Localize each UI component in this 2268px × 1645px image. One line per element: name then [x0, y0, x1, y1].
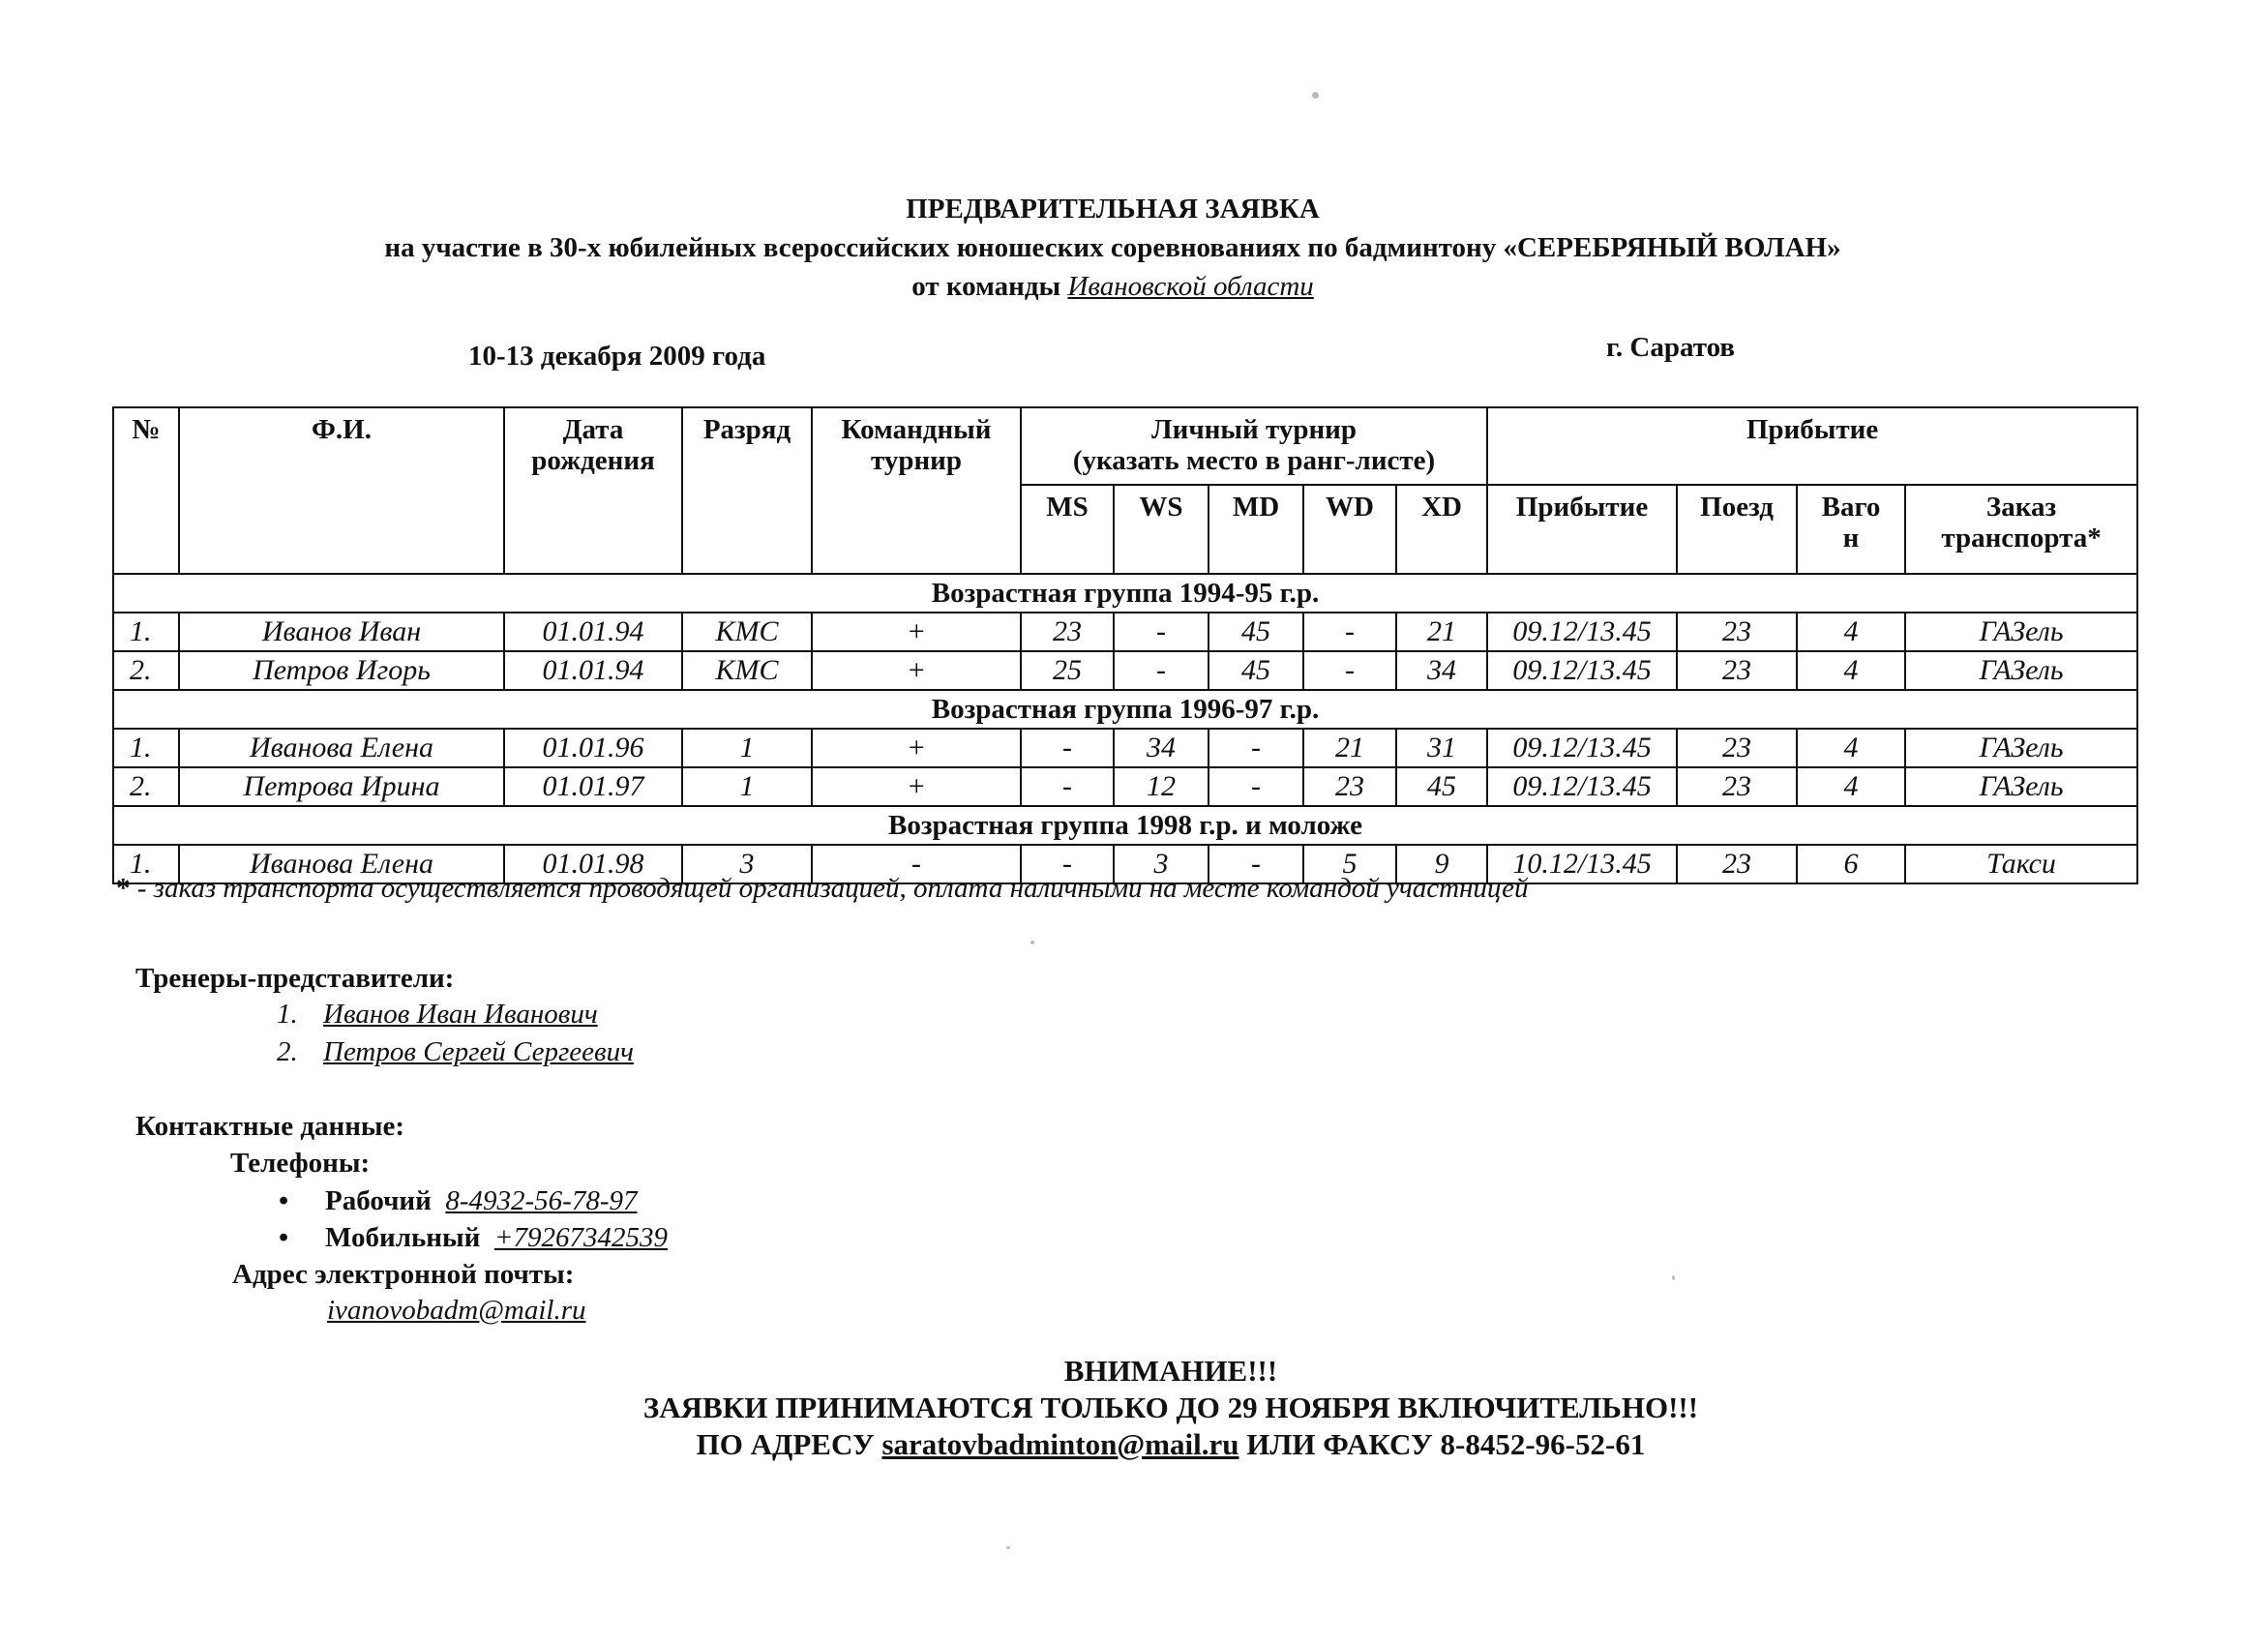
age-group-label: Возрастная группа 1996-97 г.р. — [113, 690, 2137, 729]
header-md: MD — [1209, 485, 1303, 574]
notice-email-link[interactable]: saratovbadminton@mail.ru — [881, 1427, 1239, 1461]
header-num: № — [113, 407, 179, 574]
header-birth — [504, 407, 682, 574]
cell-name: Иванова Елена — [179, 729, 504, 767]
team-name: Ивановской области — [1067, 271, 1314, 302]
header-team-line2: турнир — [870, 445, 963, 476]
notice-line2: ЗАЯВКИ ПРИНИМАЮТСЯ ТОЛЬКО ДО 29 НОЯБРЯ ВКЛЮЧИТЕЛЬНО!!! — [642, 1391, 1699, 1424]
cell-md: - — [1209, 845, 1303, 883]
cell-arrival: 09.12/13.45 — [1487, 729, 1677, 767]
cell-num: 2. — [113, 767, 179, 806]
table-row — [113, 651, 2137, 690]
cell-md: - — [1209, 767, 1303, 806]
cell-num: 1. — [113, 613, 179, 651]
notice-address-prefix: ПО АДРЕСУ — [696, 1427, 875, 1461]
cell-wagon: 4 — [1797, 613, 1905, 651]
work-phone-number[interactable]: 8-4932-56-78-97 — [445, 1185, 638, 1216]
cell-ms: 25 — [1021, 651, 1114, 690]
header-team-tournament — [812, 407, 1021, 574]
header-ws: WS — [1114, 485, 1209, 574]
cell-birth: 01.01.94 — [504, 613, 682, 651]
cell-ws: - — [1114, 613, 1209, 651]
document-subtitle: на участие в 30-х юбилейных всероссийских юношеских соревнованиях по бадминтону «СЕРЕБРЯНЫЙ ВОЛАН» — [384, 232, 1841, 263]
scan-speck — [1312, 92, 1319, 99]
cell-birth: 01.01.94 — [504, 651, 682, 690]
header-xd: XD — [1396, 485, 1487, 574]
cell-team: + — [812, 651, 1021, 690]
cell-rank: 1 — [682, 729, 812, 767]
age-group-row — [113, 574, 2137, 613]
cell-ms: - — [1021, 845, 1114, 883]
cell-wagon: 4 — [1797, 729, 1905, 767]
cell-transport: ГАЗель — [1905, 767, 2137, 806]
table-row — [113, 729, 2137, 767]
cell-ws: 34 — [1114, 729, 1209, 767]
cell-arrival: 09.12/13.45 — [1487, 767, 1677, 806]
header-birth-line2: рождения — [531, 445, 655, 476]
contacts-label: Контактные данные: — [135, 1111, 405, 1142]
cell-arrival: 09.12/13.45 — [1487, 651, 1677, 690]
mobile-phone-label: Мобильный — [325, 1222, 481, 1253]
header-personal-line1: Личный турнир — [1151, 414, 1358, 445]
header-personal-tournament — [1021, 407, 1487, 485]
cell-num: 2. — [113, 651, 179, 690]
cell-wagon: 4 — [1797, 651, 1905, 690]
header-name: Ф.И. — [179, 407, 504, 574]
header-transport-line1: Заказ — [1985, 492, 2057, 523]
scan-speck — [1030, 941, 1034, 944]
email-link[interactable]: ivanovobadm@mail.ru — [327, 1295, 586, 1326]
cell-team: - — [812, 845, 1021, 883]
scan-speck — [1006, 1546, 1010, 1549]
cell-name: Иванова Елена — [179, 845, 504, 883]
notice-line3 — [0, 1426, 2268, 1463]
cell-name: Петров Игорь — [179, 651, 504, 690]
email-label: Адрес электронной почты: — [232, 1259, 575, 1290]
cell-transport: Такси — [1905, 845, 2137, 883]
cell-arrival: 10.12/13.45 — [1487, 845, 1677, 883]
age-group-label: Возрастная группа 1998 г.р. и моложе — [113, 806, 2137, 845]
cell-birth: 01.01.98 — [504, 845, 682, 883]
coach-item — [277, 999, 598, 1031]
coach-item — [277, 1036, 634, 1068]
header-personal-line2: (указать место в ранг-листе) — [1072, 445, 1436, 476]
cell-transport: ГАЗель — [1905, 651, 2137, 690]
cell-ws: 12 — [1114, 767, 1209, 806]
mobile-phone-item — [279, 1222, 668, 1254]
cell-xd: 21 — [1396, 613, 1487, 651]
cell-wd: - — [1303, 651, 1396, 690]
transport-footnote — [116, 873, 1529, 905]
cell-arrival: 09.12/13.45 — [1487, 613, 1677, 651]
cell-xd: 31 — [1396, 729, 1487, 767]
header-ms: MS — [1021, 485, 1114, 574]
scan-speck — [1672, 1275, 1675, 1280]
coach-name: Петров Сергей Сергеевич — [323, 1036, 634, 1067]
header-transport — [1905, 485, 2137, 574]
cell-wd: - — [1303, 613, 1396, 651]
cell-transport: ГАЗель — [1905, 729, 2137, 767]
cell-xd: 9 — [1396, 845, 1487, 883]
cell-md: 45 — [1209, 651, 1303, 690]
cell-xd: 45 — [1396, 767, 1487, 806]
notice-fax: ИЛИ ФАКСУ 8-8452-96-52-61 — [1246, 1427, 1646, 1461]
event-city: г. Саратов — [1606, 332, 1736, 363]
cell-rank: КМС — [682, 613, 812, 651]
application-table — [112, 406, 2138, 884]
team-line — [0, 267, 2225, 306]
header-birth-line1: Дата — [562, 414, 624, 445]
cell-train: 23 — [1677, 651, 1797, 690]
bullet-icon: • — [279, 1185, 289, 1216]
cell-birth: 01.01.97 — [504, 767, 682, 806]
cell-rank: 3 — [682, 845, 812, 883]
footnote-text: - заказ транспорта осуществляется проводящей организацией, оплата наличными на месте командой участницей — [136, 873, 1529, 904]
document-title: ПРЕДВАРИТЕЛЬНАЯ ЗАЯВКА — [906, 194, 1320, 224]
cell-wd: 5 — [1303, 845, 1396, 883]
phones-label: Телефоны: — [230, 1148, 371, 1179]
coach-name: Иванов Иван Иванович — [323, 999, 598, 1030]
header-arrival-group: Прибытие — [1487, 407, 2137, 485]
coach-num: 2. — [277, 1036, 298, 1067]
document-header — [0, 190, 2225, 306]
cell-rank: КМС — [682, 651, 812, 690]
deadline-notice — [0, 1353, 2268, 1463]
cell-num: 1. — [113, 845, 179, 883]
cell-birth: 01.01.96 — [504, 729, 682, 767]
cell-num: 1. — [113, 729, 179, 767]
cell-ms: - — [1021, 767, 1114, 806]
age-group-row — [113, 806, 2137, 845]
cell-xd: 34 — [1396, 651, 1487, 690]
cell-name: Иванов Иван — [179, 613, 504, 651]
header-wagon-line1: Ваго — [1821, 492, 1881, 523]
cell-rank: 1 — [682, 767, 812, 806]
cell-ws: 3 — [1114, 845, 1209, 883]
header-train: Поезд — [1677, 485, 1797, 574]
table-row — [113, 613, 2137, 651]
cell-ms: - — [1021, 729, 1114, 767]
coach-num: 1. — [277, 999, 298, 1030]
cell-train: 23 — [1677, 767, 1797, 806]
work-phone-label: Рабочий — [325, 1185, 432, 1216]
notice-line1: ВНИМАНИЕ!!! — [1063, 1354, 1278, 1388]
header-team-line1: Командный — [841, 414, 992, 445]
cell-transport: ГАЗель — [1905, 613, 2137, 651]
header-wd: WD — [1303, 485, 1396, 574]
cell-ws: - — [1114, 651, 1209, 690]
header-transport-line2: транспорта* — [1941, 523, 2102, 553]
cell-team: + — [812, 767, 1021, 806]
cell-wd: 23 — [1303, 767, 1396, 806]
coaches-label: Тренеры-представители: — [135, 963, 455, 994]
header-arrival: Прибытие — [1487, 485, 1677, 574]
cell-team: + — [812, 729, 1021, 767]
header-wagon — [1797, 485, 1905, 574]
cell-wagon: 6 — [1797, 845, 1905, 883]
table-row — [113, 767, 2137, 806]
cell-train: 23 — [1677, 729, 1797, 767]
cell-wd: 21 — [1303, 729, 1396, 767]
bullet-icon: • — [279, 1222, 289, 1253]
header-wagon-line2: н — [1842, 523, 1860, 553]
age-group-row — [113, 690, 2137, 729]
mobile-phone-number[interactable]: +79267342539 — [493, 1222, 668, 1253]
cell-md: - — [1209, 729, 1303, 767]
cell-name: Петрова Ирина — [179, 767, 504, 806]
team-prefix: от команды — [911, 271, 1061, 302]
cell-train: 23 — [1677, 613, 1797, 651]
cell-team: + — [812, 613, 1021, 651]
age-group-label: Возрастная группа 1994-95 г.р. — [113, 574, 2137, 613]
cell-ms: 23 — [1021, 613, 1114, 651]
event-dates: 10-13 декабря 2009 года — [468, 341, 766, 372]
header-rank: Разряд — [682, 407, 812, 574]
work-phone-item — [279, 1185, 638, 1217]
table-body — [113, 574, 2137, 883]
cell-md: 45 — [1209, 613, 1303, 651]
footnote-star: * — [116, 873, 131, 904]
cell-wagon: 4 — [1797, 767, 1905, 806]
cell-train: 23 — [1677, 845, 1797, 883]
